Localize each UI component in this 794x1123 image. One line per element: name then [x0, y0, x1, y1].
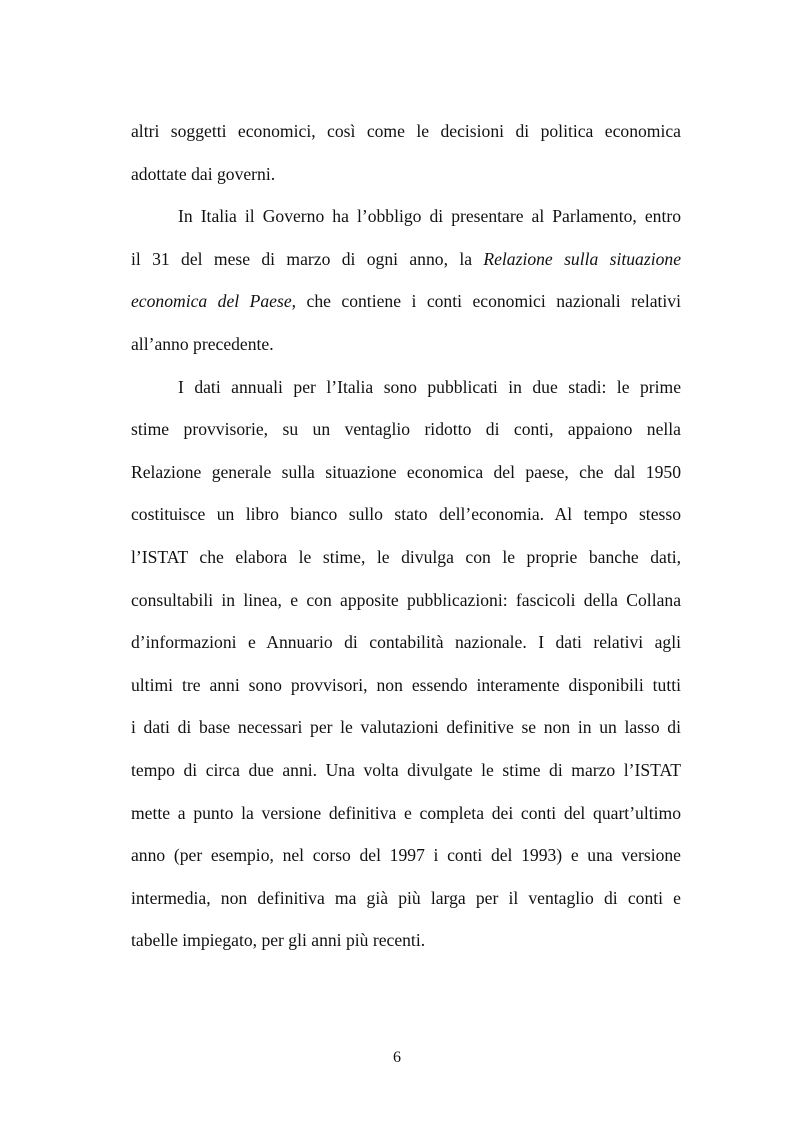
report-title-italic: economica del Paese [131, 291, 292, 312]
text-line [131, 238, 681, 281]
text-line: altri soggetti economici, così come le decisioni di politica economica [131, 121, 681, 141]
text-line: tabelle impiegato, per gli anni più recenti. [131, 930, 426, 951]
text-line: stime provvisorie, su un ventaglio ridotto di conti, appaiono nella [131, 419, 681, 440]
text-line: Relazione generale sulla situazione economica del paese, che dal 1950 [131, 461, 681, 482]
text-line: l’ISTAT che elabora le stime, le divulga con le proprie banche dati, [131, 546, 681, 567]
text-line: ultimi tre anni sono provvisori, non essendo interamente disponibili tutti [131, 674, 681, 695]
text-line: adottate dai governi. [131, 163, 276, 184]
report-title-italic: Relazione sulla situazione [483, 248, 681, 269]
text-line: consultabili in linea, e con apposite pubblicazioni: fascicoli della Collana [131, 589, 681, 610]
text-line: d’informazioni e Annuario di contabilità nazionale. I dati relativi agli [131, 632, 681, 653]
text-line: I dati annuali per l’Italia sono pubblicati in due stadi: le prime [178, 376, 681, 397]
text-run: il 31 del mese di marzo di ogni anno, la [131, 248, 484, 269]
text-run: , che contiene i conti economici nazionali relativi [291, 291, 681, 312]
text-line: tempo di circa due anni. Una volta divulgate le stime di marzo l’ISTAT [131, 759, 681, 780]
paragraph [131, 366, 681, 962]
text-line: In Italia il Governo ha l’obbligo di presentare al Parlamento, entro [178, 206, 681, 227]
text-line [131, 280, 681, 323]
text-line: all’anno precedente. [131, 333, 274, 354]
text-line: i dati di base necessari per le valutazioni definitive se non in un lasso di [131, 717, 681, 738]
text-line: costituisce un libro bianco sullo stato dell’economia. Al tempo stesso [131, 504, 681, 525]
text-line: anno (per esempio, nel corso del 1997 i conti del 1993) e una versione [131, 845, 681, 866]
text-line: mette a punto la versione definitiva e completa dei conti del quart’ultimo [131, 802, 681, 823]
paragraph [131, 110, 681, 195]
text-line: intermedia, non definitiva ma già più larga per il ventaglio di conti e [131, 887, 681, 908]
page-body [131, 110, 681, 962]
page-number: 6 [393, 1049, 401, 1066]
paragraph [131, 195, 681, 365]
